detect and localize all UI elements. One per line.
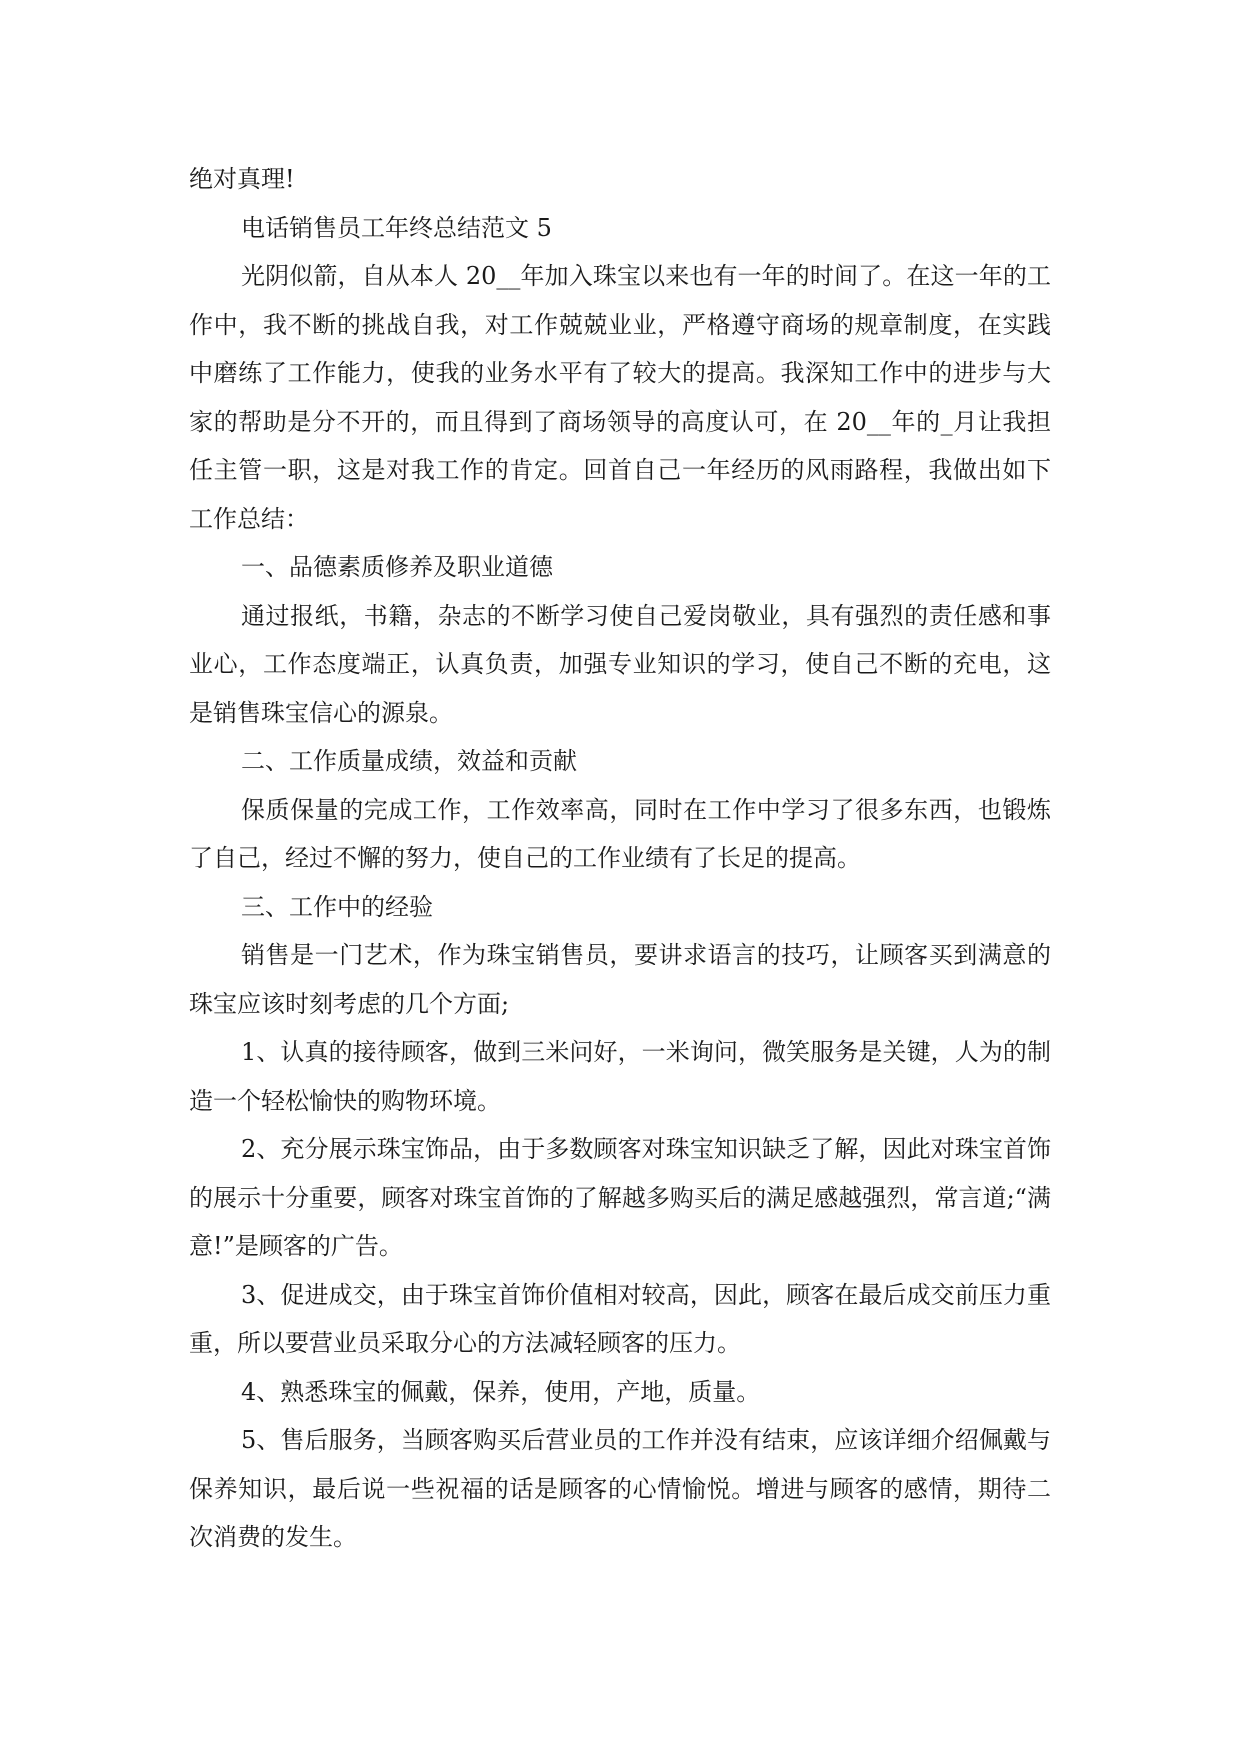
- paragraph-intro: 光阴似箭，自从本人 20__年加入珠宝以来也有一年的时间了。在这一年的工作中，我不断的挑战自我，对工作兢兢业业，严格遵守商场的规章制度，在实践中磨练了工作能力，使我的业务水平有了较大的提高。我深知工作中的进步与大家的帮助是分不开的，而且得到了商场领导的高度认可，在 20__年的_月让我担任主管一职，这是对我工作的肯定。回首自己一年经历的风雨路程，我做出如下工作总结：: [189, 262, 1051, 533]
- heading-morality: 一、品德素质修养及职业道德: [241, 553, 553, 581]
- heading-experience: 三、工作中的经验: [241, 892, 433, 921]
- heading-work-quality: 二、工作质量成绩，效益和贡献: [241, 747, 577, 775]
- list-item-2: 2、充分展示珠宝饰品，由于多数顾客对珠宝知识缺乏了解，因此对珠宝首饰的展示十分重要，顾客对珠宝首饰的了解越多购买后的满足感越强烈，常言道;“满意!”是顾客的广告。: [189, 1135, 1051, 1260]
- list-item-3: 3、促进成交，由于珠宝首饰价值相对较高，因此，顾客在最后成交前压力重重，所以要营业员采取分心的方法减轻顾客的压力。: [189, 1280, 1051, 1357]
- section-title: 电话销售员工年终总结范文 5: [241, 213, 552, 242]
- paragraph-experience: 销售是一门艺术，作为珠宝销售员，要讲求语言的技巧，让顾客买到满意的珠宝应该时刻考虑的几个方面;: [189, 941, 1051, 1018]
- paragraph-work-quality: 保质保量的完成工作，工作效率高，同时在工作中学习了很多东西，也锻炼了自己，经过不懈的努力，使自己的工作业绩有了长足的提高。: [189, 795, 1051, 872]
- paragraph-morality: 通过报纸，书籍，杂志的不断学习使自己爱岗敬业，具有强烈的责任感和事业心，工作态度端正，认真负责，加强专业知识的学习，使自己不断的充电，这是销售珠宝信心的源泉。: [189, 601, 1051, 727]
- list-item-4: 4、熟悉珠宝的佩戴，保养，使用，产地，质量。: [241, 1377, 761, 1406]
- list-item-1: 1、认真的接待顾客，做到三米问好，一米询问，微笑服务是关键，人为的制造一个轻松愉快的购物环境。: [189, 1038, 1051, 1115]
- list-item-5: 5、售后服务，当顾客购买后营业员的工作并没有结束，应该详细介绍佩戴与保养知识，最后说一些祝福的话是顾客的心情愉悦。增进与顾客的感情，期待二次消费的发生。: [189, 1426, 1051, 1551]
- document-body: [189, 155, 1051, 1562]
- paragraph-closing-line: 绝对真理!: [189, 165, 295, 193]
